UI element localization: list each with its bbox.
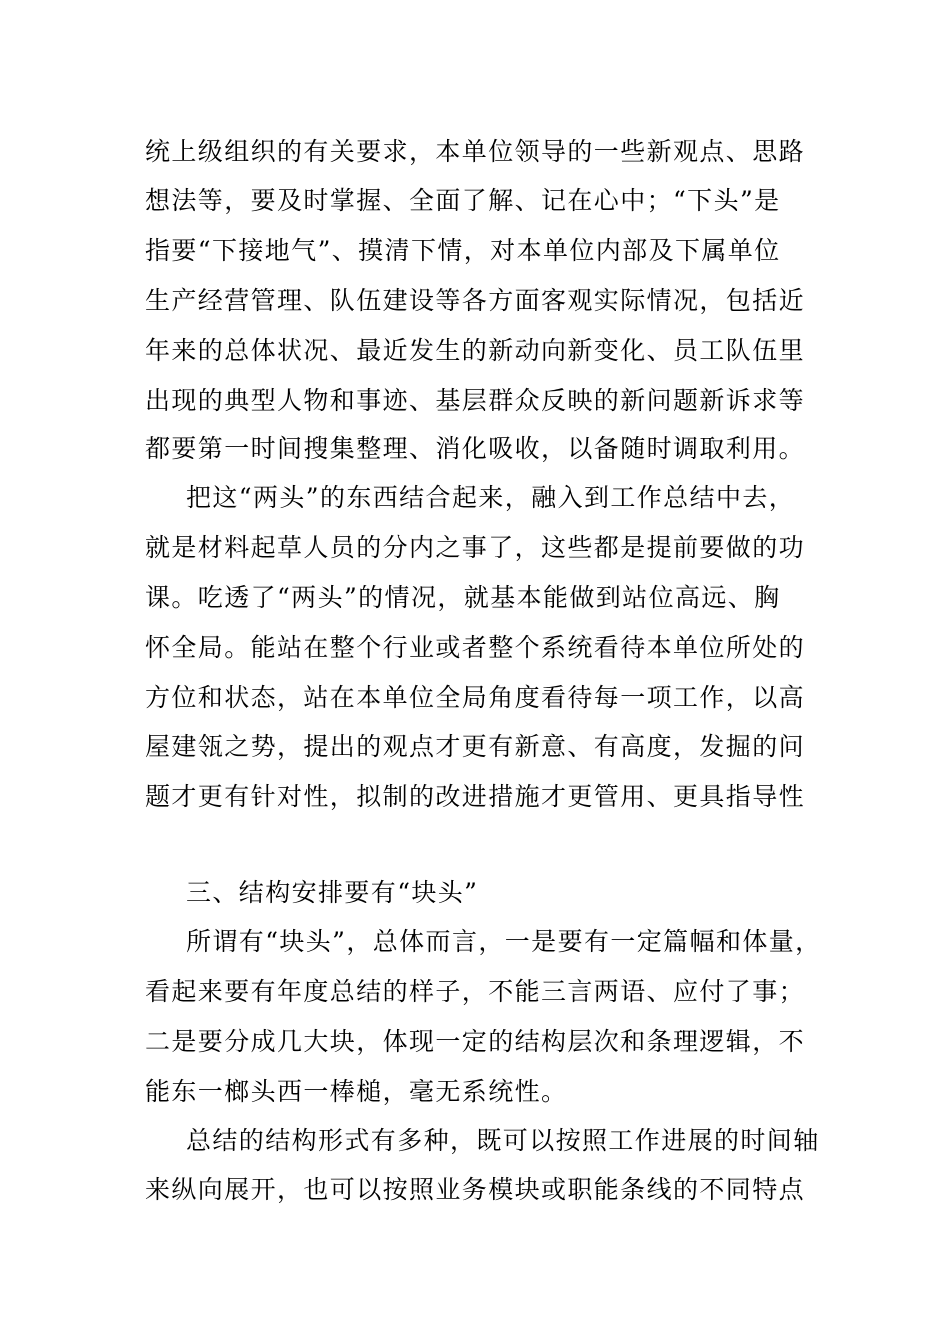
text-line: 统上级组织的有关要求，本单位领导的一些新观点、思路 — [145, 137, 806, 166]
paragraph-first-line: 把这“两头”的东西结合起来，融入到工作总结中去， — [186, 483, 796, 512]
section-heading: 三、结构安排要有“块头” — [186, 878, 479, 907]
text-line: 都要第一时间搜集整理、消化吸收，以备随时调取利用。 — [145, 434, 806, 463]
text-line: 生产经营管理、队伍建设等各方面客观实际情况，包括近 — [145, 286, 806, 315]
paragraph-first-line: 所谓有“块头”，总体而言，一是要有一定篇幅和体量， — [186, 927, 822, 956]
text-line: 看起来要有年度总结的样子，不能三言两语、应付了事； — [145, 977, 806, 1006]
text-line: 题才更有针对性，拟制的改进措施才更管用、更具指导性 — [145, 782, 806, 811]
text-line: 就是材料起草人员的分内之事了，这些都是提前要做的功 — [145, 533, 806, 562]
text-line: 屋建瓴之势，提出的观点才更有新意、有高度，发掘的问 — [145, 732, 806, 761]
text-line: 来纵向展开，也可以按照业务模块或职能条线的不同特点 — [145, 1175, 806, 1204]
text-line: 课。吃透了“两头”的情况，就基本能做到站位高远、胸 — [145, 583, 781, 612]
text-line: 能东一榔头西一棒槌，毫无系统性。 — [145, 1077, 568, 1106]
text-line: 出现的典型人物和事迹、基层群众反映的新问题新诉求等 — [145, 386, 806, 415]
text-line: 年来的总体状况、最近发生的新动向新变化、员工队伍里 — [145, 336, 806, 365]
text-line: 方位和状态，站在本单位全局角度看待每一项工作，以高 — [145, 683, 806, 712]
text-line: 想法等，要及时掌握、全面了解、记在心中；“下头”是 — [145, 186, 781, 215]
text-line: 指要“下接地气”、摸清下情，对本单位内部及下属单位 — [145, 236, 781, 265]
paragraph-first-line: 总结的结构形式有多种，既可以按照工作进展的时间轴 — [186, 1126, 820, 1155]
text-line: 二是要分成几大块，体现一定的结构层次和条理逻辑，不 — [145, 1027, 806, 1056]
text-line: 怀全局。能站在整个行业或者整个系统看待本单位所处的 — [145, 633, 806, 662]
